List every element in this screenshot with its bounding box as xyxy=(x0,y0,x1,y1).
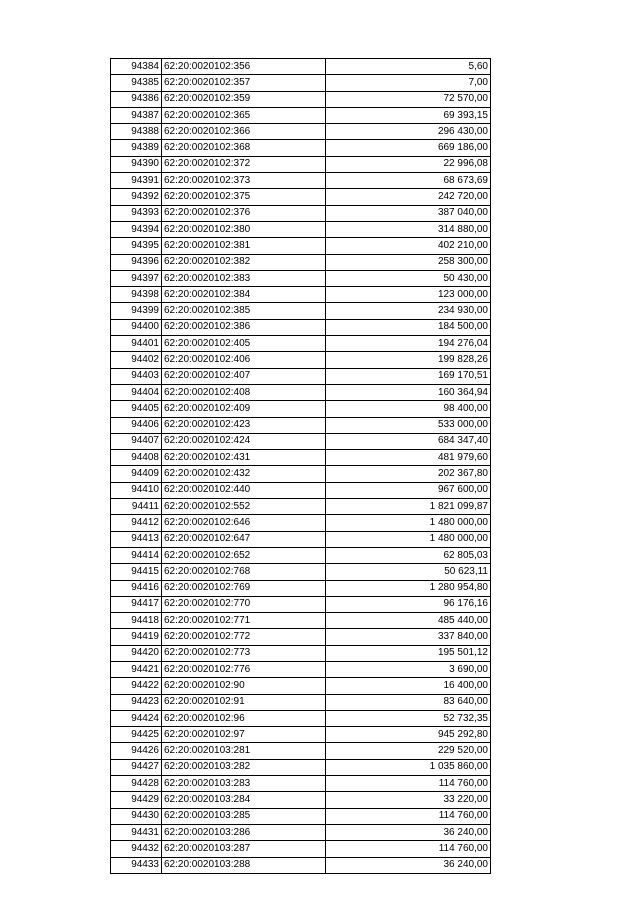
row-number-cell: 94410 xyxy=(111,482,162,498)
cadastral-number-cell: 62:20:0020102:768 xyxy=(162,564,326,580)
table-row xyxy=(111,384,491,400)
table-row xyxy=(111,841,491,857)
table-row xyxy=(111,596,491,612)
cadastral-number-cell: 62:20:0020102:646 xyxy=(162,515,326,531)
row-number-cell: 94417 xyxy=(111,596,162,612)
row-number-cell: 94403 xyxy=(111,368,162,384)
cadastral-value-cell: 3 690,00 xyxy=(326,661,491,677)
cadastral-number-cell: 62:20:0020102:372 xyxy=(162,156,326,172)
cadastral-value-cell: 114 760,00 xyxy=(326,776,491,792)
cadastral-value-cell: 169 170,51 xyxy=(326,368,491,384)
cadastral-number-cell: 62:20:0020102:772 xyxy=(162,629,326,645)
row-number-cell: 94388 xyxy=(111,124,162,140)
row-number-cell: 94392 xyxy=(111,189,162,205)
cadastral-number-cell: 62:20:0020102:359 xyxy=(162,91,326,107)
row-number-cell: 94426 xyxy=(111,743,162,759)
row-number-cell: 94425 xyxy=(111,727,162,743)
cadastral-value-cell: 314 880,00 xyxy=(326,221,491,237)
table-row xyxy=(111,661,491,677)
table-row xyxy=(111,59,491,75)
cadastral-number-cell: 62:20:0020102:382 xyxy=(162,254,326,270)
cadastral-number-cell: 62:20:0020102:406 xyxy=(162,352,326,368)
cadastral-value-cell: 669 186,00 xyxy=(326,140,491,156)
cadastral-number-cell: 62:20:0020103:283 xyxy=(162,776,326,792)
cadastral-number-cell: 62:20:0020102:773 xyxy=(162,645,326,661)
cadastral-value-cell: 160 364,94 xyxy=(326,384,491,400)
table-row xyxy=(111,710,491,726)
table-row xyxy=(111,319,491,335)
cadastral-value-cell: 98 400,00 xyxy=(326,401,491,417)
cadastral-number-cell: 62:20:0020102:652 xyxy=(162,547,326,563)
row-number-cell: 94409 xyxy=(111,466,162,482)
cadastral-value-cell: 36 240,00 xyxy=(326,824,491,840)
row-number-cell: 94420 xyxy=(111,645,162,661)
row-number-cell: 94418 xyxy=(111,613,162,629)
cadastral-value-cell: 52 732,35 xyxy=(326,710,491,726)
row-number-cell: 94413 xyxy=(111,531,162,547)
cadastral-number-cell: 62:20:0020102:386 xyxy=(162,319,326,335)
table-row xyxy=(111,173,491,189)
cadastral-number-cell: 62:20:0020102:368 xyxy=(162,140,326,156)
cadastral-value-cell: 202 367,80 xyxy=(326,466,491,482)
cadastral-value-cell: 114 760,00 xyxy=(326,841,491,857)
cadastral-number-cell: 62:20:0020102:385 xyxy=(162,303,326,319)
cadastral-value-cell: 72 570,00 xyxy=(326,91,491,107)
row-number-cell: 94391 xyxy=(111,173,162,189)
cadastral-value-table xyxy=(110,58,491,874)
row-number-cell: 94423 xyxy=(111,694,162,710)
row-number-cell: 94402 xyxy=(111,352,162,368)
cadastral-value-cell: 194 276,04 xyxy=(326,336,491,352)
row-number-cell: 94393 xyxy=(111,205,162,221)
cadastral-number-cell: 62:20:0020102:96 xyxy=(162,710,326,726)
row-number-cell: 94398 xyxy=(111,287,162,303)
row-number-cell: 94404 xyxy=(111,384,162,400)
table-row xyxy=(111,417,491,433)
cadastral-number-cell: 62:20:0020102:432 xyxy=(162,466,326,482)
table-row xyxy=(111,287,491,303)
cadastral-value-cell: 114 760,00 xyxy=(326,808,491,824)
table-row xyxy=(111,270,491,286)
row-number-cell: 94432 xyxy=(111,841,162,857)
table-row xyxy=(111,678,491,694)
cadastral-number-cell: 62:20:0020102:357 xyxy=(162,75,326,91)
cadastral-number-cell: 62:20:0020102:770 xyxy=(162,596,326,612)
row-number-cell: 94427 xyxy=(111,759,162,775)
cadastral-number-cell: 62:20:0020102:408 xyxy=(162,384,326,400)
table-row xyxy=(111,254,491,270)
cadastral-value-cell: 945 292,80 xyxy=(326,727,491,743)
cadastral-value-cell: 96 176,16 xyxy=(326,596,491,612)
table-row xyxy=(111,727,491,743)
row-number-cell: 94411 xyxy=(111,499,162,515)
cadastral-number-cell: 62:20:0020102:440 xyxy=(162,482,326,498)
table-row xyxy=(111,515,491,531)
table-row xyxy=(111,205,491,221)
row-number-cell: 94386 xyxy=(111,91,162,107)
cadastral-value-cell: 68 673,69 xyxy=(326,173,491,189)
row-number-cell: 94431 xyxy=(111,824,162,840)
cadastral-number-cell: 62:20:0020102:431 xyxy=(162,450,326,466)
table-row xyxy=(111,499,491,515)
table-row xyxy=(111,694,491,710)
cadastral-number-cell: 62:20:0020102:373 xyxy=(162,173,326,189)
cadastral-value-cell: 7,00 xyxy=(326,75,491,91)
cadastral-number-cell: 62:20:0020102:381 xyxy=(162,238,326,254)
row-number-cell: 94428 xyxy=(111,776,162,792)
cadastral-value-cell: 387 040,00 xyxy=(326,205,491,221)
table-row xyxy=(111,336,491,352)
cadastral-value-cell: 83 640,00 xyxy=(326,694,491,710)
cadastral-number-cell: 62:20:0020102:91 xyxy=(162,694,326,710)
table-row xyxy=(111,776,491,792)
row-number-cell: 94387 xyxy=(111,107,162,123)
cadastral-value-cell: 22 996,08 xyxy=(326,156,491,172)
cadastral-value-cell: 5,60 xyxy=(326,59,491,75)
cadastral-number-cell: 62:20:0020103:281 xyxy=(162,743,326,759)
table-row xyxy=(111,368,491,384)
cadastral-value-cell: 533 000,00 xyxy=(326,417,491,433)
cadastral-value-cell: 296 430,00 xyxy=(326,124,491,140)
row-number-cell: 94412 xyxy=(111,515,162,531)
cadastral-value-cell: 242 720,00 xyxy=(326,189,491,205)
table-row xyxy=(111,857,491,873)
row-number-cell: 94421 xyxy=(111,661,162,677)
cadastral-number-cell: 62:20:0020103:286 xyxy=(162,824,326,840)
table-row xyxy=(111,450,491,466)
cadastral-number-cell: 62:20:0020102:375 xyxy=(162,189,326,205)
table-row xyxy=(111,629,491,645)
table-row xyxy=(111,759,491,775)
cadastral-value-cell: 1 821 099,87 xyxy=(326,499,491,515)
table-row xyxy=(111,156,491,172)
table-body xyxy=(111,59,491,874)
cadastral-number-cell: 62:20:0020102:376 xyxy=(162,205,326,221)
table-row xyxy=(111,808,491,824)
row-number-cell: 94385 xyxy=(111,75,162,91)
row-number-cell: 94406 xyxy=(111,417,162,433)
cadastral-value-cell: 195 501,12 xyxy=(326,645,491,661)
cadastral-value-cell: 69 393,15 xyxy=(326,107,491,123)
table-row xyxy=(111,401,491,417)
cadastral-value-cell: 402 210,00 xyxy=(326,238,491,254)
cadastral-value-cell: 258 300,00 xyxy=(326,254,491,270)
row-number-cell: 94424 xyxy=(111,710,162,726)
table-row xyxy=(111,743,491,759)
row-number-cell: 94422 xyxy=(111,678,162,694)
table-row xyxy=(111,792,491,808)
cadastral-number-cell: 62:20:0020102:771 xyxy=(162,613,326,629)
cadastral-number-cell: 62:20:0020102:769 xyxy=(162,580,326,596)
table-row xyxy=(111,140,491,156)
row-number-cell: 94429 xyxy=(111,792,162,808)
cadastral-value-cell: 1 035 860,00 xyxy=(326,759,491,775)
row-number-cell: 94394 xyxy=(111,221,162,237)
cadastral-value-cell: 123 000,00 xyxy=(326,287,491,303)
table-row xyxy=(111,482,491,498)
table-row xyxy=(111,238,491,254)
cadastral-number-cell: 62:20:0020102:365 xyxy=(162,107,326,123)
cadastral-value-cell: 36 240,00 xyxy=(326,857,491,873)
table-row xyxy=(111,645,491,661)
cadastral-number-cell: 62:20:0020102:90 xyxy=(162,678,326,694)
row-number-cell: 94397 xyxy=(111,270,162,286)
row-number-cell: 94416 xyxy=(111,580,162,596)
cadastral-number-cell: 62:20:0020102:356 xyxy=(162,59,326,75)
cadastral-number-cell: 62:20:0020103:285 xyxy=(162,808,326,824)
cadastral-value-cell: 50 430,00 xyxy=(326,270,491,286)
table-row xyxy=(111,466,491,482)
row-number-cell: 94408 xyxy=(111,450,162,466)
table-row xyxy=(111,531,491,547)
cadastral-number-cell: 62:20:0020102:384 xyxy=(162,287,326,303)
table-row xyxy=(111,303,491,319)
table-row xyxy=(111,189,491,205)
cadastral-value-cell: 485 440,00 xyxy=(326,613,491,629)
cadastral-value-cell: 16 400,00 xyxy=(326,678,491,694)
cadastral-number-cell: 62:20:0020102:552 xyxy=(162,499,326,515)
cadastral-number-cell: 62:20:0020102:647 xyxy=(162,531,326,547)
cadastral-value-cell: 1 280 954,80 xyxy=(326,580,491,596)
cadastral-number-cell: 62:20:0020102:409 xyxy=(162,401,326,417)
row-number-cell: 94390 xyxy=(111,156,162,172)
row-number-cell: 94430 xyxy=(111,808,162,824)
cadastral-number-cell: 62:20:0020102:776 xyxy=(162,661,326,677)
cadastral-value-cell: 62 805,03 xyxy=(326,547,491,563)
cadastral-value-cell: 229 520,00 xyxy=(326,743,491,759)
row-number-cell: 94396 xyxy=(111,254,162,270)
cadastral-value-cell: 199 828,26 xyxy=(326,352,491,368)
cadastral-number-cell: 62:20:0020102:407 xyxy=(162,368,326,384)
cadastral-number-cell: 62:20:0020102:366 xyxy=(162,124,326,140)
cadastral-number-cell: 62:20:0020102:97 xyxy=(162,727,326,743)
row-number-cell: 94415 xyxy=(111,564,162,580)
row-number-cell: 94414 xyxy=(111,547,162,563)
cadastral-value-cell: 184 500,00 xyxy=(326,319,491,335)
table-row xyxy=(111,824,491,840)
row-number-cell: 94384 xyxy=(111,59,162,75)
cadastral-value-cell: 1 480 000,00 xyxy=(326,515,491,531)
row-number-cell: 94399 xyxy=(111,303,162,319)
cadastral-value-cell: 50 623,11 xyxy=(326,564,491,580)
table-row xyxy=(111,221,491,237)
row-number-cell: 94433 xyxy=(111,857,162,873)
cadastral-number-cell: 62:20:0020102:423 xyxy=(162,417,326,433)
table-row xyxy=(111,547,491,563)
cadastral-number-cell: 62:20:0020103:288 xyxy=(162,857,326,873)
row-number-cell: 94401 xyxy=(111,336,162,352)
row-number-cell: 94419 xyxy=(111,629,162,645)
cadastral-number-cell: 62:20:0020103:284 xyxy=(162,792,326,808)
cadastral-value-cell: 33 220,00 xyxy=(326,792,491,808)
cadastral-value-cell: 684 347,40 xyxy=(326,433,491,449)
table-row xyxy=(111,580,491,596)
cadastral-value-cell: 1 480 000,00 xyxy=(326,531,491,547)
cadastral-value-cell: 481 979,60 xyxy=(326,450,491,466)
table-row xyxy=(111,91,491,107)
table-row xyxy=(111,107,491,123)
row-number-cell: 94400 xyxy=(111,319,162,335)
table-row xyxy=(111,613,491,629)
cadastral-value-cell: 337 840,00 xyxy=(326,629,491,645)
table-row xyxy=(111,564,491,580)
table-row xyxy=(111,75,491,91)
cadastral-number-cell: 62:20:0020102:383 xyxy=(162,270,326,286)
cadastral-number-cell: 62:20:0020102:424 xyxy=(162,433,326,449)
row-number-cell: 94407 xyxy=(111,433,162,449)
cadastral-number-cell: 62:20:0020102:405 xyxy=(162,336,326,352)
row-number-cell: 94395 xyxy=(111,238,162,254)
table-row xyxy=(111,433,491,449)
cadastral-number-cell: 62:20:0020103:282 xyxy=(162,759,326,775)
cadastral-value-cell: 234 930,00 xyxy=(326,303,491,319)
cadastral-number-cell: 62:20:0020102:380 xyxy=(162,221,326,237)
row-number-cell: 94389 xyxy=(111,140,162,156)
table-row xyxy=(111,124,491,140)
table-row xyxy=(111,352,491,368)
row-number-cell: 94405 xyxy=(111,401,162,417)
cadastral-value-cell: 967 600,00 xyxy=(326,482,491,498)
cadastral-number-cell: 62:20:0020103:287 xyxy=(162,841,326,857)
